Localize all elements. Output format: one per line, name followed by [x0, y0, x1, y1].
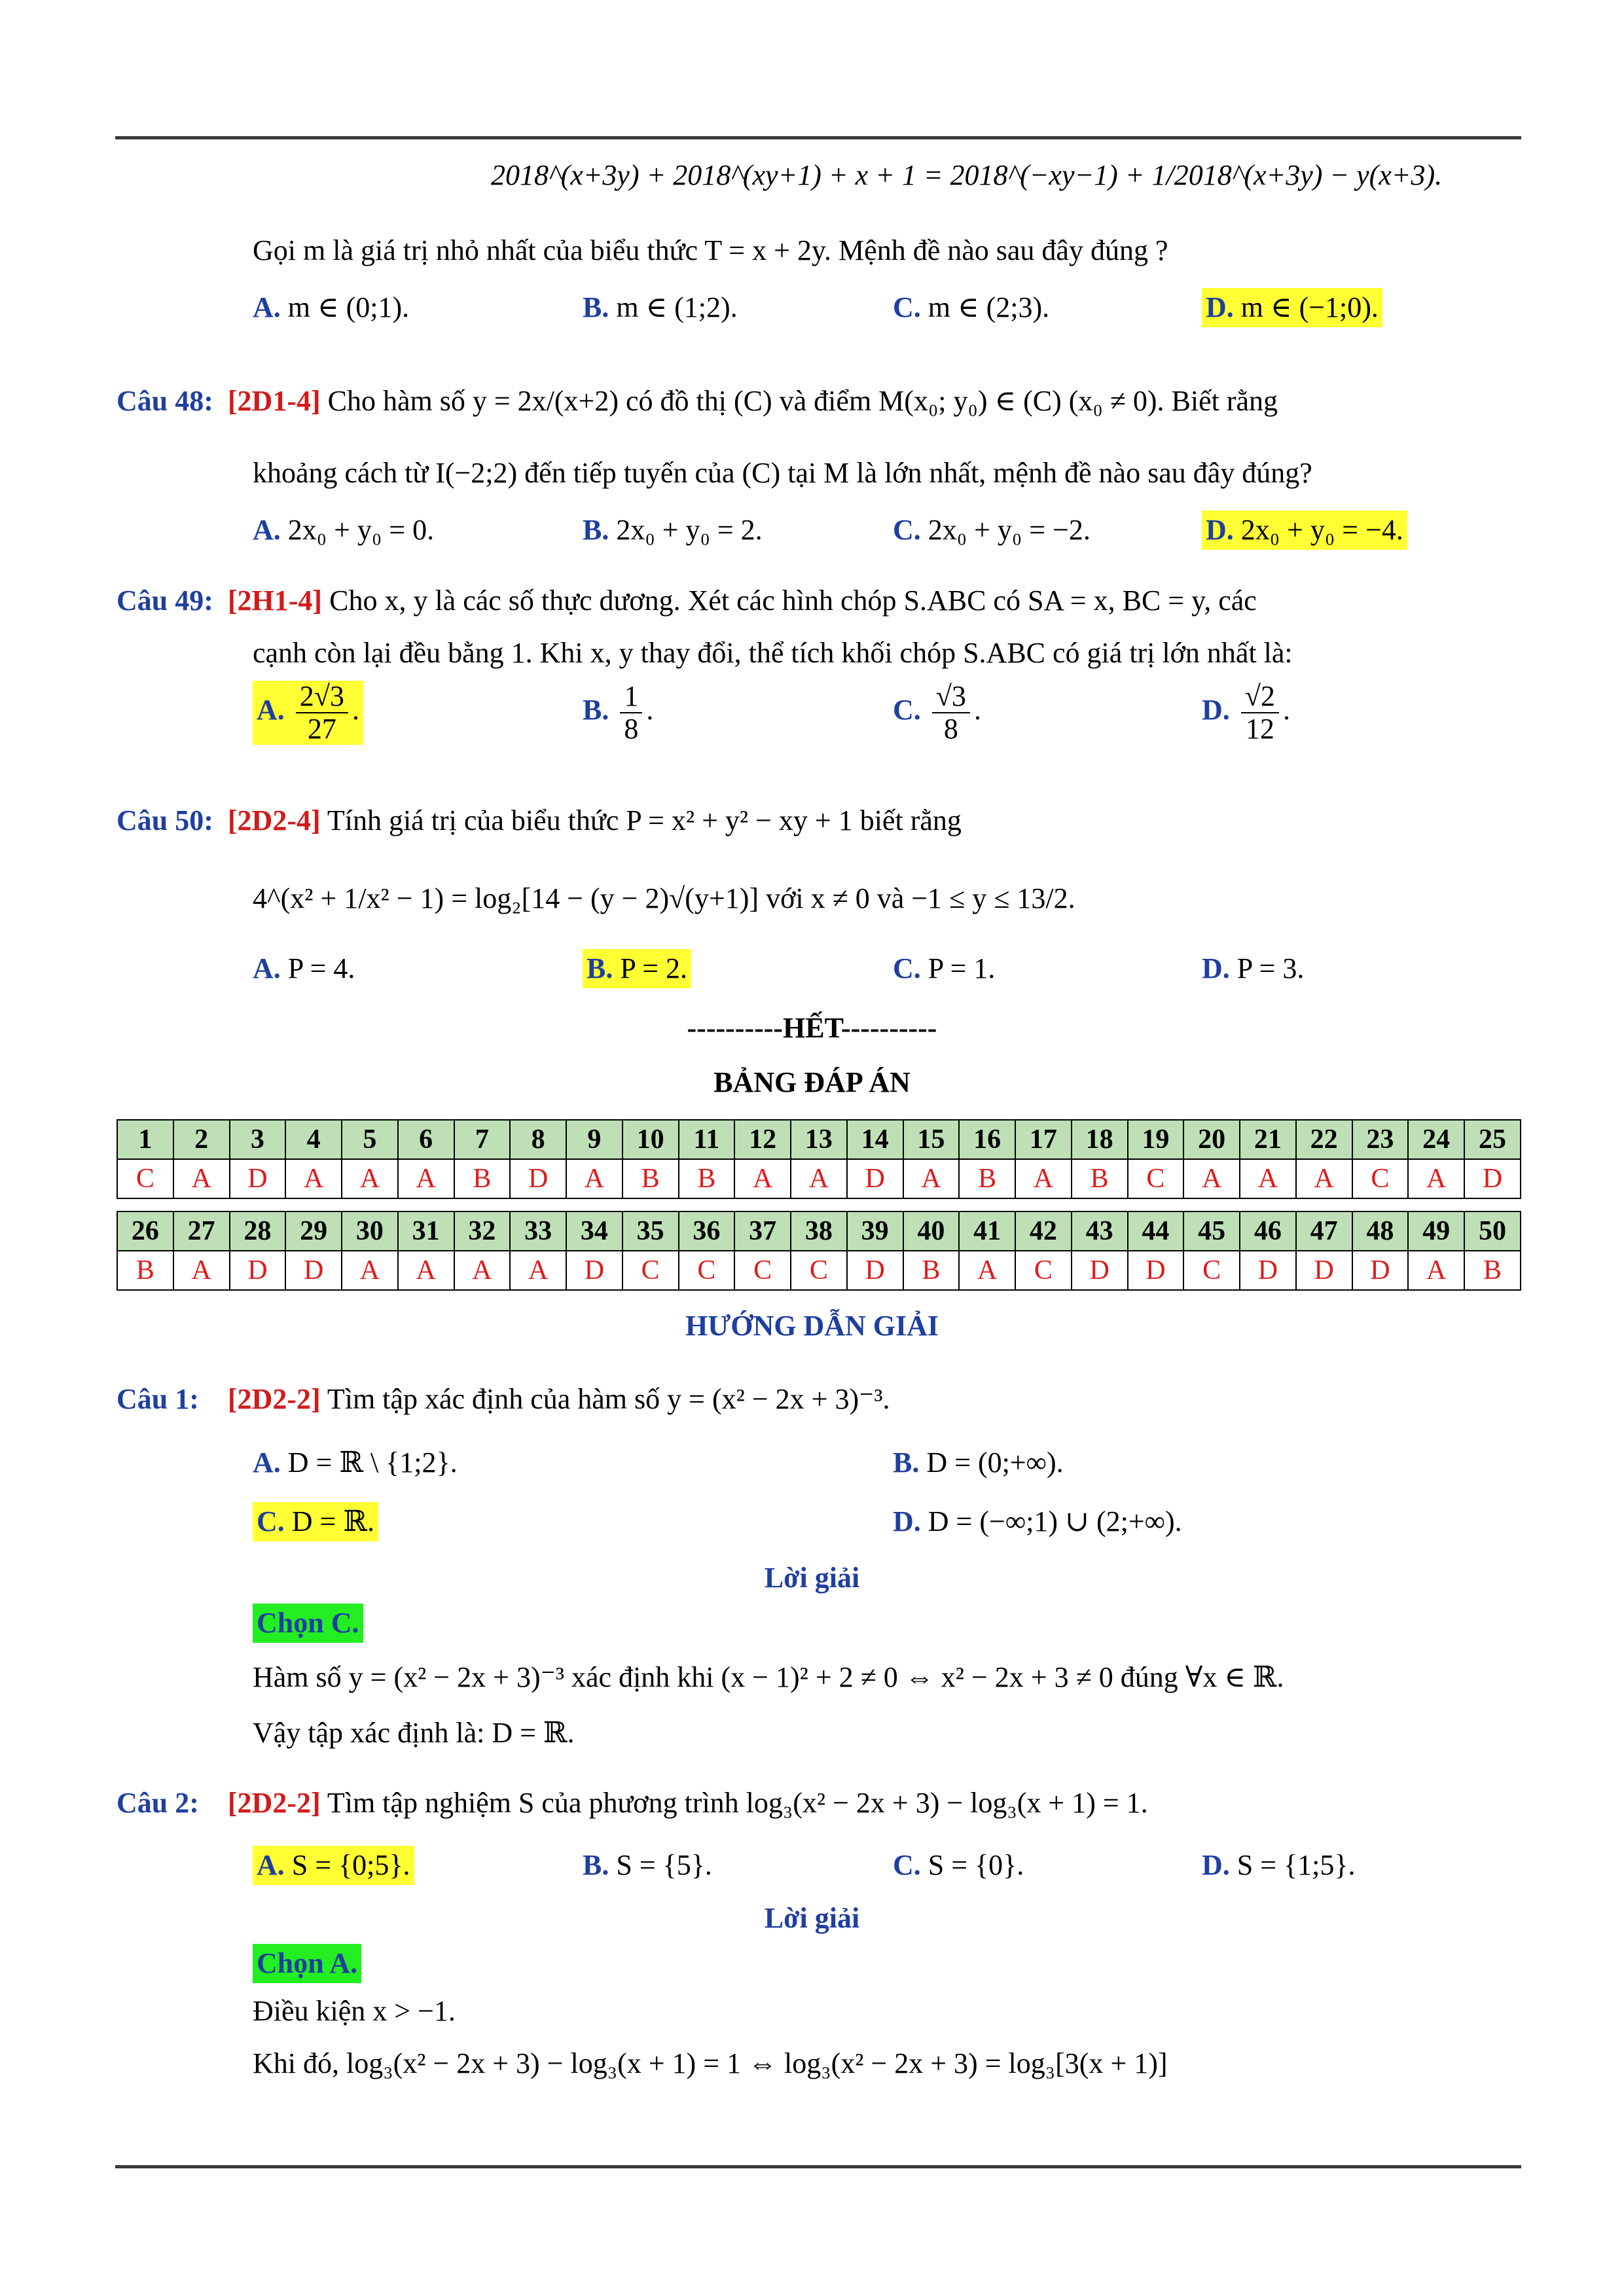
answer-number-cell: 8 — [510, 1120, 566, 1159]
q47-option-a: A. m ∈ (0;1). — [253, 291, 410, 323]
solution-guide-title: HƯỚNG DẪN GIẢI — [685, 1310, 939, 1342]
answer-number-cell: 25 — [1464, 1120, 1521, 1159]
answer-letter-cell: B — [679, 1159, 735, 1198]
answer-letter-cell: D — [1464, 1159, 1521, 1198]
answer-number-cell: 40 — [903, 1211, 960, 1251]
answer-number-cell: 10 — [623, 1120, 679, 1159]
q49-line1: Câu 49: [2H1-4] Cho x, y là các số thực dương. Xét các hình chóp S.ABC có SA = x, BC = y, các — [117, 584, 1257, 617]
q2-option-d: D. S = {1;5}. — [1202, 1849, 1356, 1881]
answer-number-cell: 14 — [847, 1120, 903, 1159]
answer-number-cell: 12 — [734, 1120, 791, 1159]
q2-option-b: B. S = {5}. — [583, 1849, 712, 1881]
answer-number-cell: 20 — [1183, 1120, 1240, 1159]
answer-number-cell: 36 — [679, 1211, 735, 1251]
answer-number-cell: 41 — [959, 1211, 1015, 1251]
answer-number-cell: 42 — [1015, 1211, 1072, 1251]
q48-option-b: B. 2x₀ + y₀ = 2. — [583, 514, 763, 546]
q50-line2: 4^(x² + 1/x² − 1) = log₂[14 − (y − 2)√(y+1)] với x ≠ 0 và −1 ≤ y ≤ 13/2. — [253, 882, 1075, 914]
q50-option-c: C. P = 1. — [893, 952, 996, 984]
answer-letter-cell: A — [566, 1159, 623, 1198]
answer-number-cell: 35 — [623, 1211, 679, 1251]
answer-letter-cell: B — [454, 1159, 511, 1198]
answer-number-cell: 19 — [1128, 1120, 1184, 1159]
answer-letter-cell: A — [791, 1159, 847, 1198]
answer-letter-cell: A — [959, 1251, 1015, 1290]
answer-letter-cell: C — [734, 1251, 791, 1290]
answer-letter-cell: D — [230, 1159, 286, 1198]
answer-number-cell: 31 — [398, 1211, 454, 1251]
answer-number-cell: 4 — [285, 1120, 342, 1159]
answer-letter-cell: A — [1183, 1159, 1240, 1198]
q1-stem: Câu 1: [2D2-2] Tìm tập xác định của hàm số y = (x² − 2x + 3)⁻³. — [117, 1383, 890, 1415]
answer-number-cell: 5 — [342, 1120, 398, 1159]
answer-letter-cell: A — [398, 1159, 454, 1198]
answer-row-letters — [117, 1159, 1521, 1198]
q49-line2: cạnh còn lại đều bằng 1. Khi x, y thay đổi, thể tích khối chóp S.ABC có giá trị lớn nhất là: — [253, 637, 1293, 669]
answer-number-cell: 47 — [1296, 1211, 1352, 1251]
answer-letter-cell: C — [1352, 1159, 1409, 1198]
q1-choice: Chọn C. — [253, 1604, 363, 1643]
answer-table-1 — [117, 1119, 1521, 1199]
answer-letter-cell: A — [903, 1159, 960, 1198]
answer-number-cell: 33 — [510, 1211, 566, 1251]
answer-number-cell: 32 — [454, 1211, 511, 1251]
q48-option-d: D. 2x₀ + y₀ = −4. — [1202, 511, 1407, 550]
q1-option-d: D. D = (−∞;1) ∪ (2;+∞). — [893, 1505, 1182, 1537]
answer-letter-cell: A — [398, 1251, 454, 1290]
answer-number-cell: 1 — [117, 1120, 173, 1159]
q1-option-b: B. D = (0;+∞). — [893, 1446, 1064, 1479]
answer-letter-cell: B — [903, 1251, 960, 1290]
answer-letter-cell: D — [230, 1251, 286, 1290]
answer-number-cell: 11 — [679, 1120, 735, 1159]
answer-letter-cell: A — [1015, 1159, 1072, 1198]
answer-number-cell: 28 — [230, 1211, 286, 1251]
bottom-rule — [115, 2165, 1521, 2168]
answer-table-title: BẢNG ĐÁP ÁN — [713, 1066, 911, 1098]
q2-solution-title: Lời giải — [764, 1902, 860, 1934]
answer-number-cell: 50 — [1464, 1211, 1521, 1251]
q48-line1: Câu 48: [2D1-4] Cho hàm số y = 2x/(x+2) có đồ thị (C) và điểm M(x₀; y₀) ∈ (C) (x₀ ≠ 0). Biết rằng — [117, 385, 1278, 417]
q2-solution-line1: Điều kiện x > −1. — [253, 1995, 456, 2027]
answer-letter-cell: A — [342, 1251, 398, 1290]
answer-letter-cell: D — [847, 1159, 903, 1198]
answer-number-cell: 9 — [566, 1120, 623, 1159]
q1-option-a: A. D = ℝ \ {1;2}. — [253, 1446, 458, 1479]
q47-option-c: C. m ∈ (2;3). — [893, 291, 1050, 323]
answer-number-cell: 43 — [1072, 1211, 1128, 1251]
end-marker: ----------HẾT---------- — [687, 1012, 937, 1044]
answer-number-cell: 48 — [1352, 1211, 1409, 1251]
answer-letter-cell: A — [342, 1159, 398, 1198]
answer-letter-cell: D — [847, 1251, 903, 1290]
answer-row-numbers — [117, 1211, 1521, 1251]
answer-letter-cell: A — [1296, 1159, 1352, 1198]
answer-letter-cell: D — [510, 1159, 566, 1198]
answer-letter-cell: D — [1296, 1251, 1352, 1290]
q1-option-c: C. D = ℝ. — [253, 1502, 378, 1541]
q48-option-c: C. 2x₀ + y₀ = −2. — [893, 514, 1091, 546]
answer-letter-cell: C — [791, 1251, 847, 1290]
answer-number-cell: 13 — [791, 1120, 847, 1159]
answer-number-cell: 6 — [398, 1120, 454, 1159]
answer-letter-cell: A — [510, 1251, 566, 1290]
answer-number-cell: 44 — [1128, 1211, 1184, 1251]
answer-letter-cell: C — [623, 1251, 679, 1290]
answer-row-letters — [117, 1251, 1521, 1290]
answer-number-cell: 22 — [1296, 1120, 1352, 1159]
answer-letter-cell: A — [1408, 1159, 1464, 1198]
q47-option-d: D. m ∈ (−1;0). — [1202, 288, 1382, 327]
answer-row-numbers — [117, 1120, 1521, 1159]
answer-letter-cell: D — [285, 1251, 342, 1290]
answer-number-cell: 34 — [566, 1211, 623, 1251]
q1-solution-line1: Hàm số y = (x² − 2x + 3)⁻³ xác định khi (x − 1)² + 2 ≠ 0 ⇔ x² − 2x + 3 ≠ 0 đúng ∀x ∈ ℝ. — [253, 1661, 1284, 1693]
answer-letter-cell: B — [117, 1251, 173, 1290]
answer-letter-cell: B — [1072, 1159, 1128, 1198]
answer-letter-cell: A — [173, 1251, 230, 1290]
q49-option-d: D. $\frac{√2}{12}$ . — [1202, 680, 1290, 745]
q50-option-b: B. P = 2. — [583, 949, 691, 988]
q1-solution-title: Lời giải — [764, 1562, 860, 1594]
answer-number-cell: 21 — [1240, 1120, 1296, 1159]
answer-letter-cell: C — [1015, 1251, 1072, 1290]
answer-letter-cell: C — [679, 1251, 735, 1290]
answer-number-cell: 26 — [117, 1211, 173, 1251]
q49-option-a: A. $\frac{2√3}{27}$ . — [253, 681, 363, 745]
q47-equation: 2018^(x+3y) + 2018^(xy+1) + x + 1 = 2018^(−xy−1) + 1/2018^(x+3y) − y(x+3). — [491, 159, 1443, 191]
q48-line2: khoảng cách từ I(−2;2) đến tiếp tuyến của (C) tại M là lớn nhất, mệnh đề nào sau đây đúng? — [253, 457, 1312, 489]
answer-number-cell: 18 — [1072, 1120, 1128, 1159]
answer-number-cell: 45 — [1183, 1211, 1240, 1251]
answer-number-cell: 17 — [1015, 1120, 1072, 1159]
answer-number-cell: 29 — [285, 1211, 342, 1251]
answer-letter-cell: D — [1128, 1251, 1184, 1290]
answer-letter-cell: D — [566, 1251, 623, 1290]
q50-option-a: A. P = 4. — [253, 952, 355, 984]
answer-number-cell: 3 — [230, 1120, 286, 1159]
answer-number-cell: 16 — [959, 1120, 1015, 1159]
answer-number-cell: 27 — [173, 1211, 230, 1251]
answer-letter-cell: B — [623, 1159, 679, 1198]
answer-number-cell: 37 — [734, 1211, 791, 1251]
q50-line1: Câu 50: [2D2-4] Tính giá trị của biểu thức P = x² + y² − xy + 1 biết rằng — [117, 804, 962, 836]
answer-letter-cell: A — [454, 1251, 511, 1290]
q49-option-b: B. $\frac{1}{8}$ . — [583, 680, 654, 745]
q2-choice: Chọn A. — [253, 1944, 361, 1983]
answer-letter-cell: D — [1352, 1251, 1409, 1290]
answer-letter-cell: A — [1240, 1159, 1296, 1198]
q2-solution-line2: Khi đó, log₃(x² − 2x + 3) − log₃(x + 1) = 1 ⇔ log₃(x² − 2x + 3) = log₃[3(x + 1)] — [253, 2047, 1168, 2079]
answer-letter-cell: A — [734, 1159, 791, 1198]
q50-option-d: D. P = 3. — [1202, 952, 1305, 984]
answer-number-cell: 15 — [903, 1120, 960, 1159]
answer-number-cell: 46 — [1240, 1211, 1296, 1251]
answer-letter-cell: C — [1128, 1159, 1184, 1198]
answer-letter-cell: B — [1464, 1251, 1521, 1290]
answer-number-cell: 39 — [847, 1211, 903, 1251]
top-rule — [115, 136, 1521, 139]
answer-letter-cell: D — [1240, 1251, 1296, 1290]
answer-table-2 — [117, 1211, 1521, 1291]
answer-number-cell: 23 — [1352, 1120, 1409, 1159]
answer-number-cell: 49 — [1408, 1211, 1464, 1251]
answer-letter-cell: D — [1072, 1251, 1128, 1290]
answer-number-cell: 7 — [454, 1120, 511, 1159]
q2-option-c: C. S = {0}. — [893, 1849, 1024, 1881]
answer-number-cell: 24 — [1408, 1120, 1464, 1159]
q49-option-c: C. $\frac{√3}{8}$ . — [893, 680, 981, 745]
q2-stem: Câu 2: [2D2-2] Tìm tập nghiệm S của phương trình log₃(x² − 2x + 3) − log₃(x + 1) = 1. — [117, 1787, 1148, 1819]
answer-letter-cell: A — [173, 1159, 230, 1198]
answer-letter-cell: A — [285, 1159, 342, 1198]
answer-letter-cell: C — [117, 1159, 173, 1198]
q47-option-b: B. m ∈ (1;2). — [583, 291, 738, 323]
q1-solution-line2: Vậy tập xác định là: D = ℝ. — [253, 1717, 575, 1749]
q48-option-a: A. 2x₀ + y₀ = 0. — [253, 514, 435, 546]
answer-letter-cell: B — [959, 1159, 1015, 1198]
answer-letter-cell: A — [1408, 1251, 1464, 1290]
answer-number-cell: 30 — [342, 1211, 398, 1251]
answer-letter-cell: C — [1183, 1251, 1240, 1290]
q2-option-a: A. S = {0;5}. — [253, 1846, 414, 1885]
answer-number-cell: 38 — [791, 1211, 847, 1251]
answer-number-cell: 2 — [173, 1120, 230, 1159]
q47-stem: Gọi m là giá trị nhỏ nhất của biểu thức T = x + 2y. Mệnh đề nào sau đây đúng ? — [253, 234, 1168, 266]
